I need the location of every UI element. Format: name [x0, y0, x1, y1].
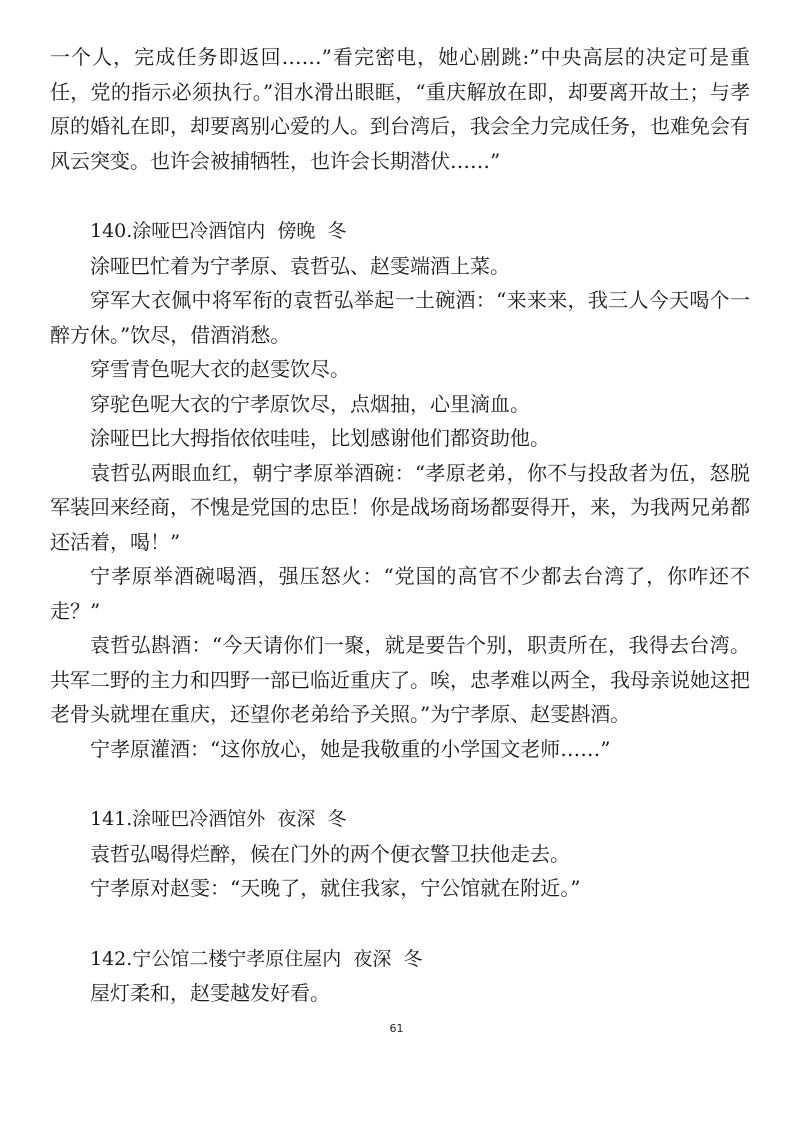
script-body: [50, 40, 750, 1011]
page-number: 61: [389, 1022, 404, 1035]
scene-142-heading: 142.宁公馆二楼宁孝原住屋内 夜深 冬: [90, 947, 423, 970]
opening-paragraph: 一个人，完成任务即返回……”看完密电，她心剧跳:”中央高层的决定可是重任，党的指示必须执行。”泪水滑出眼眶，“重庆解放在即，却要离开故土；与孝原的婚礼在即，却要离别心爱的人。到台湾后，我会全力完成任务，也难免会有风云突变。也许会被捕牺牲，也许会长期潜伏……”: [50, 45, 750, 173]
scene-141-paragraph-1: 袁哲弘喝得烂醉，候在门外的两个便衣警卫扶他走去。: [90, 841, 570, 866]
scene-140-paragraph-5: 涂哑巴比大拇指依依哇哇，比划感谢他们都资助他。: [90, 426, 550, 450]
scene-140-paragraph-7: 宁孝原举酒碗喝酒，强压怒火：“党国的高官不少都去台湾了，你咋还不走？”: [50, 564, 750, 623]
scene-141-paragraph-2: 宁孝原对赵雯：“天晚了，就住我家，宁公馆就在附近。”: [90, 876, 581, 900]
section-gap: [50, 178, 750, 214]
scene-140-paragraph-6: 袁哲弘两眼血红，朝宁孝原举酒碗：“孝原老弟，你不与投敌者为伍，怒脱军装回来经商，不愧是党国的忠臣！你是战场商场都耍得开，来，为我两兄弟都还活着，喝！”: [50, 460, 750, 554]
scene-140-paragraph-8: 袁哲弘斟酒：“今天请你们一聚，就是要告个别，职责所在，我得去台湾。共军二野的主力和四野一部已临近重庆了。唉，忠孝难以两全，我母亲说她这把老骨头就埋在重庆，还望你老弟给予关照。”为宁孝原、赵雯斟酒。: [50, 633, 750, 726]
scene-140-paragraph-9: 宁孝原灌酒：“这你放心，她是我敬重的小学国文老师……”: [90, 736, 611, 761]
scene-141-heading: 141.涂哑巴冷酒馆外 夜深 冬: [90, 808, 347, 830]
scene-140-paragraph-4: 穿驼色呢大衣的宁孝原饮尽，点烟抽，心里滴血。: [90, 391, 530, 416]
section-gap: [50, 766, 750, 802]
scene-140-heading: 140.涂哑巴冷酒馆内 傍晚 冬: [90, 220, 347, 242]
scene-140-paragraph-2: 穿军大衣佩中将军衔的袁哲弘举起一土碗酒：“来来来，我三人今天喝个一醉方休。”饮尽，借酒消愁。: [50, 288, 750, 347]
scene-142-paragraph-1: 屋灯柔和，赵雯越发好看。: [90, 981, 330, 1005]
scene-140-paragraph-3: 穿雪青色呢大衣的赵雯饮尽。: [90, 357, 350, 381]
section-gap: [50, 906, 750, 942]
scene-140-paragraph-1: 涂哑巴忙着为宁孝原、袁哲弘、赵雯端酒上菜。: [90, 253, 510, 278]
